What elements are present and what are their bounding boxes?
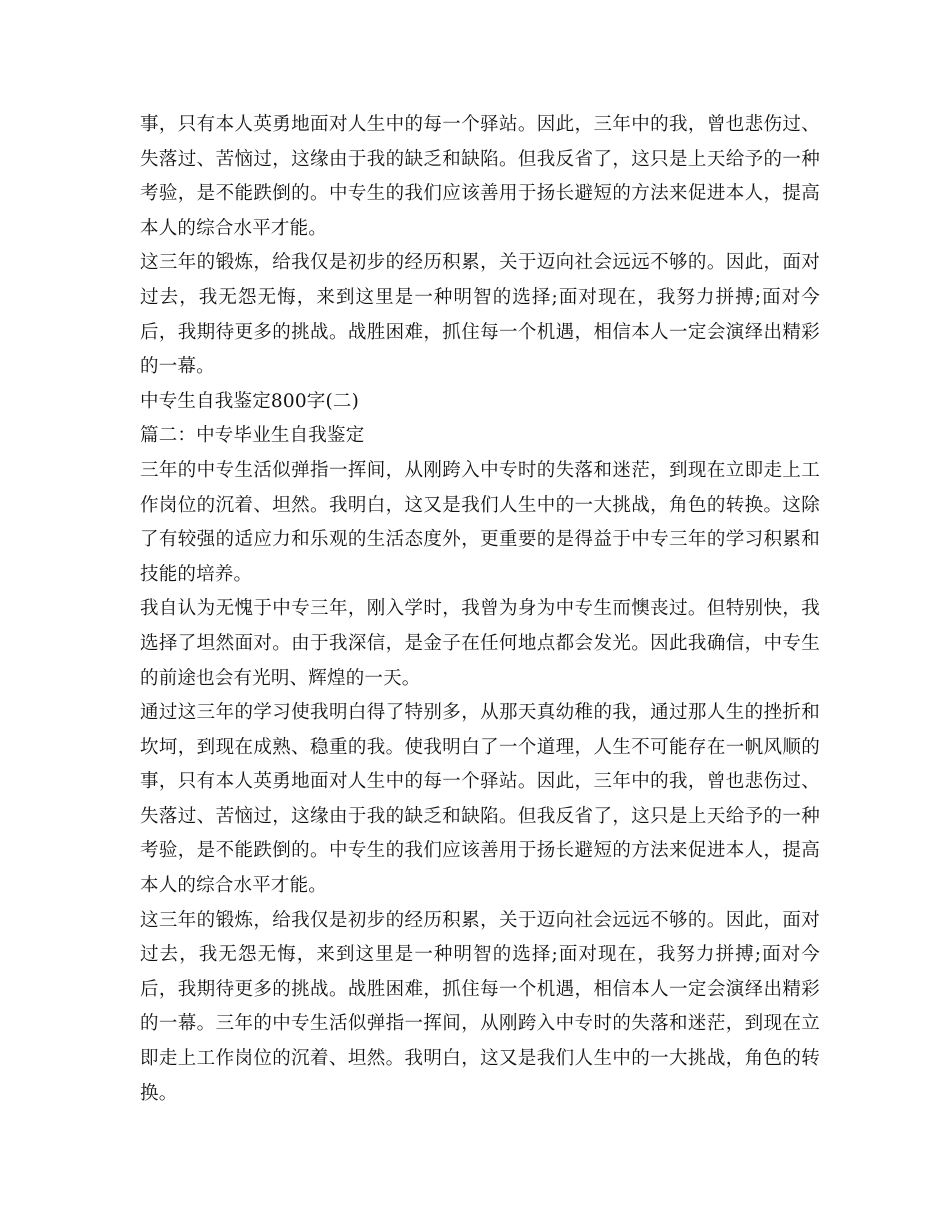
article-subtitle: 篇二：中专毕业生自我鉴定 <box>140 425 365 447</box>
document-body <box>140 108 820 1111</box>
paragraph-learning-growth: 通过这三年的学习使我明白得了特别多，从那天真幼稚的我，通过那人生的挫折和坎坷，到现在成熟、稳重的我。使我明白了一个道理，人生不可能存在一帆风顺的事，只有本人英勇地面对人生中的每一个驿站。因此，三年中的我，曾也悲伤过、失落过、苦恼过，这缘由于我的缺乏和缺陷。但我反省了，这只是上天给予的一种考验，是不能跌倒的。中专生的我们应该善用于扬长避短的方法来促进本人，提高本人的综合水平才能。 <box>140 702 820 897</box>
paragraph-continued-text: 事，只有本人英勇地面对人生中的每一个驿站。因此，三年中的我，曾也悲伤过、失落过、苦恼过，这缘由于我的缺乏和缺陷。但我反省了，这只是上天给予的一种考验，是不能跌倒的。中专生的我们应该善用于扬长避短的方法来促进本人，提高本人的综合水平才能。 <box>140 114 820 239</box>
section-title: 中专生自我鉴定800字(二) <box>140 390 360 412</box>
paragraph-conclusion: 这三年的锻炼，给我仅是初步的经历积累，关于迈向社会远远不够的。因此，面对过去，我无怨无悔，来到这里是一种明智的选择;面对现在，我努力拼搏;面对今后，我期待更多的挑战。战胜困难，抓住每一个机遇，相信本人一定会演绎出精彩的一幕。三年的中专生活似弹指一挥间，从刚跨入中专时的失落和迷茫，到现在立即走上工作岗位的沉着、坦然。我明白，这又是我们人生中的一大挑战，角色的转换。 <box>140 909 820 1104</box>
paragraph-self-assessment: 我自认为无愧于中专三年，刚入学时，我曾为身为中专生而懊丧过。但特别快，我选择了坦然面对。由于我深信，是金子在任何地点都会发光。因此我确信，中专生的前途也会有光明、辉煌的一天。 <box>140 598 820 689</box>
paragraph-three-years-training: 这三年的锻炼，给我仅是初步的经历积累，关于迈向社会远远不够的。因此，面对过去，我无怨无悔，来到这里是一种明智的选择;面对现在，我努力拼搏;面对今后，我期待更多的挑战。战胜困难，抓住每一个机遇，相信本人一定会演绎出精彩的一幕。 <box>140 252 820 378</box>
paragraph-school-life: 三年的中专生活似弹指一挥间，从刚跨入中专时的失落和迷茫，到现在立即走上工作岗位的沉着、坦然。我明白，这又是我们人生中的一大挑战，角色的转换。这除了有较强的适应力和乐观的生活态度外，更重要的是得益于中专三年的学习积累和技能的培养。 <box>140 459 820 585</box>
